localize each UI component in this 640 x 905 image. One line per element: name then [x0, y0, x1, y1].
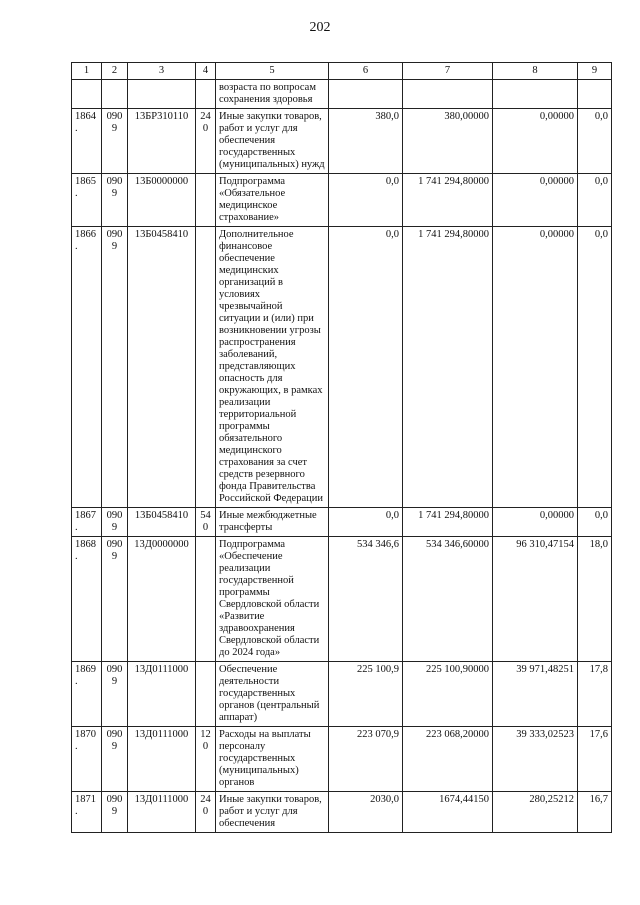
table-cell-c7: 1 741 294,80000 [403, 174, 493, 227]
header-cell: 6 [329, 63, 403, 80]
table-cell-c3: 13Б0458410 [128, 508, 196, 537]
table-row [72, 727, 612, 792]
table-cell-c3 [128, 80, 196, 109]
table-cell-c3: 13БР310110 [128, 109, 196, 174]
table-cell-c9: 0,0 [578, 508, 612, 537]
table-cell-c1: 1869. [72, 662, 102, 727]
table-cell-c4 [196, 537, 216, 662]
table-cell-c2: 0909 [102, 537, 128, 662]
table-cell-c2: 0909 [102, 792, 128, 833]
header-cell: 5 [216, 63, 329, 80]
table-cell-c3: 13Д0111000 [128, 662, 196, 727]
table-cell-c6: 223 070,9 [329, 727, 403, 792]
table-row [72, 662, 612, 727]
table-cell-c3: 13Д0111000 [128, 792, 196, 833]
table-cell-c1: 1870. [72, 727, 102, 792]
table-cell-c8 [493, 80, 578, 109]
table-cell-c2: 0909 [102, 727, 128, 792]
table-cell-c7: 225 100,90000 [403, 662, 493, 727]
table-cell-c6: 0,0 [329, 227, 403, 508]
table-row [72, 537, 612, 662]
table-cell-c8: 0,00000 [493, 227, 578, 508]
table-cell-c7 [403, 80, 493, 109]
table-cell-c2: 0909 [102, 227, 128, 508]
table-cell-c5: Обеспечение деятельности государственных органов (центральный аппарат) [216, 662, 329, 727]
table-cell-c1: 1867. [72, 508, 102, 537]
header-cell: 2 [102, 63, 128, 80]
table-cell-c4: 240 [196, 109, 216, 174]
budget-table [71, 62, 612, 833]
header-cell: 8 [493, 63, 578, 80]
table-row [72, 80, 612, 109]
table-cell-c5: Иные межбюджетные трансферты [216, 508, 329, 537]
table-cell-c9 [578, 80, 612, 109]
table-cell-c5: Иные закупки товаров, работ и услуг для обеспечения [216, 792, 329, 833]
table-cell-c1: 1866. [72, 227, 102, 508]
table-cell-c4 [196, 80, 216, 109]
table-cell-c6 [329, 80, 403, 109]
table-cell-c9: 18,0 [578, 537, 612, 662]
table-cell-c8: 0,00000 [493, 508, 578, 537]
table-cell-c9: 0,0 [578, 109, 612, 174]
table-cell-c9: 0,0 [578, 174, 612, 227]
table-cell-c9: 17,8 [578, 662, 612, 727]
table-cell-c4: 120 [196, 727, 216, 792]
table-cell-c1: 1868. [72, 537, 102, 662]
table-cell-c5: Иные закупки товаров, работ и услуг для обеспечения государственных (муниципальных) нужд [216, 109, 329, 174]
header-cell: 7 [403, 63, 493, 80]
header-cell: 1 [72, 63, 102, 80]
table-cell-c8: 39 333,02523 [493, 727, 578, 792]
table-cell-c6: 2030,0 [329, 792, 403, 833]
table-cell-c6: 0,0 [329, 174, 403, 227]
table-cell-c5: возраста по вопросам сохранения здоровья [216, 80, 329, 109]
table-cell-c2 [102, 80, 128, 109]
table-cell-c5: Подпрограмма «Обязательное медицинское страхование» [216, 174, 329, 227]
table-cell-c9: 0,0 [578, 227, 612, 508]
table-cell-c7: 1 741 294,80000 [403, 227, 493, 508]
table-row [72, 792, 612, 833]
table-cell-c4: 540 [196, 508, 216, 537]
table-cell-c2: 0909 [102, 174, 128, 227]
table-cell-c1: 1864. [72, 109, 102, 174]
table-cell-c2: 0909 [102, 508, 128, 537]
table-cell-c6: 534 346,6 [329, 537, 403, 662]
table-cell-c5: Подпрограмма «Обеспечение реализации государственной программы Свердловской области «Развитие здравоохранения Свердловской области до 2024 года» [216, 537, 329, 662]
table-cell-c5: Расходы на выплаты персоналу государственных (муниципальных) органов [216, 727, 329, 792]
header-cell: 4 [196, 63, 216, 80]
table-cell-c8: 280,25212 [493, 792, 578, 833]
table-cell-c3: 13Д0111000 [128, 727, 196, 792]
table-cell-c5: Дополнительное финансовое обеспечение медицинских организаций в условиях чрезвычайной ситуации и (или) при возникновении угрозы распространения заболеваний, представляющих опасность для окружающих, в рамках реализации территориальной программы обязательного медицинского страхования за счет средств резервного фонда Правительства Российской Федерации [216, 227, 329, 508]
table-cell-c6: 380,0 [329, 109, 403, 174]
table-cell-c2: 0909 [102, 662, 128, 727]
table-cell-c2: 0909 [102, 109, 128, 174]
table-cell-c4 [196, 227, 216, 508]
table-cell-c8: 96 310,47154 [493, 537, 578, 662]
header-cell: 3 [128, 63, 196, 80]
table-cell-c8: 0,00000 [493, 174, 578, 227]
table-cell-c8: 0,00000 [493, 109, 578, 174]
table-cell-c3: 13Б0000000 [128, 174, 196, 227]
table-cell-c3: 13Б0458410 [128, 227, 196, 508]
table-cell-c7: 1 741 294,80000 [403, 508, 493, 537]
table-cell-c7: 534 346,60000 [403, 537, 493, 662]
table-cell-c1 [72, 80, 102, 109]
table-cell-c3: 13Д0000000 [128, 537, 196, 662]
table-cell-c4 [196, 174, 216, 227]
table-cell-c7: 1674,44150 [403, 792, 493, 833]
table-cell-c9: 16,7 [578, 792, 612, 833]
page-number: 202 [309, 20, 331, 35]
header-row [72, 63, 612, 80]
table-cell-c1: 1865. [72, 174, 102, 227]
table-cell-c6: 0,0 [329, 508, 403, 537]
table-cell-c8: 39 971,48251 [493, 662, 578, 727]
table-row [72, 227, 612, 508]
header-cell: 9 [578, 63, 612, 80]
table-cell-c4 [196, 662, 216, 727]
table-row [72, 109, 612, 174]
table-row [72, 508, 612, 537]
table-cell-c7: 223 068,20000 [403, 727, 493, 792]
table-row [72, 174, 612, 227]
table-cell-c6: 225 100,9 [329, 662, 403, 727]
table-cell-c1: 1871. [72, 792, 102, 833]
table-cell-c7: 380,00000 [403, 109, 493, 174]
table-cell-c9: 17,6 [578, 727, 612, 792]
table-cell-c4: 240 [196, 792, 216, 833]
